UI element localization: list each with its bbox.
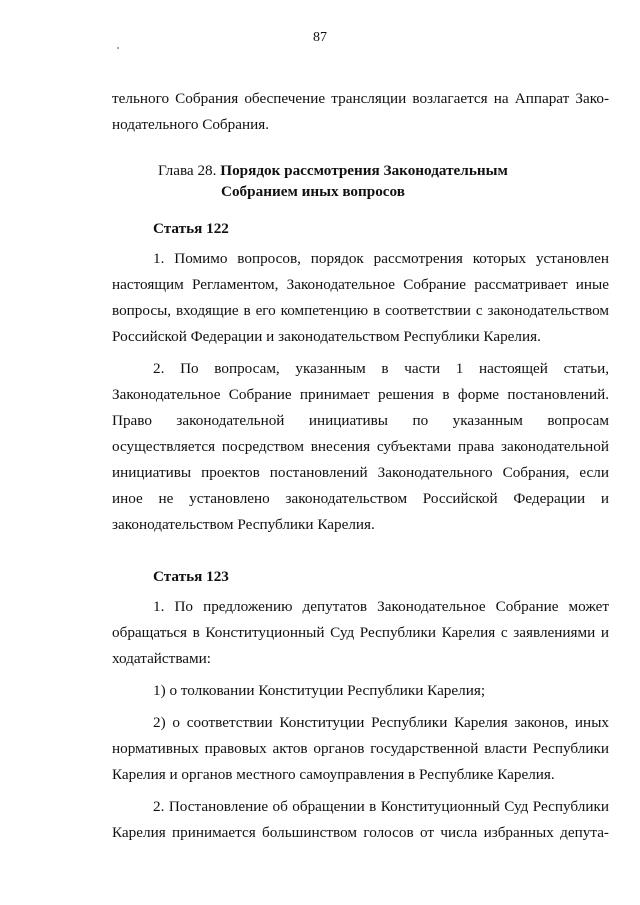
article-123-part-2: 2. Постановление об обращении в Конституционный Суд Республики Карелия принимается большинством голосов от числа избранных депута- — [112, 798, 609, 841]
intro-paragraph — [112, 86, 609, 138]
chapter-heading — [158, 160, 609, 202]
article-123-part-1: 1. По предложению депутатов Законодательное Собрание может обращаться в Конституционный Суд Республики Карелия с заявлениями и ходатайствами: — [112, 598, 609, 667]
scan-speck — [117, 47, 119, 49]
article-123-item-1: 1) о толковании Конституции Республики Карелия; — [153, 682, 486, 699]
chapter-title-line-1: Порядок рассмотрения Законодательным — [220, 162, 508, 179]
article-122-heading: Статья 122 — [153, 220, 229, 237]
chapter-title-line-2: Собранием иных вопросов — [221, 183, 405, 200]
document-body — [112, 86, 609, 846]
article-122-part-1: 1. Помимо вопросов, порядок рассмотрения которых установлен настоящим Регламентом, Законодательное Собрание рассматривает иные вопросы, входящие в его компетенцию в соответствии с законодательством Российской Федерации и законодательством Республики Карелия. — [112, 250, 609, 345]
page-number: 87 — [313, 30, 327, 45]
article-122-part-2: 2. По вопросам, указанным в части 1 настоящей статьи, Законодательное Собрание принимает решения в форме постановлений. Право законодательной инициативы по указанным вопросам осуществляется посредством внесения субъектами права законодательной инициативы проектов постановлений Законодательного Собрания, если иное не установлено законодательством Российской Федерации и законодательством Республики Карелия. — [112, 360, 609, 533]
chapter-label: Глава 28. — [158, 162, 217, 179]
article-123-item-2: 2) о соответствии Конституции Республики Карелия законов, иных нормативных правовых актов органов государственной власти Республики Карелия и органов местного самоуправления в Республике Карелия. — [112, 714, 609, 783]
intro-line-1: тельного Собрания обеспечение трансляции возлагается на Аппарат Зако- — [112, 90, 609, 107]
article-123-heading: Статья 123 — [153, 568, 229, 585]
intro-line-2: нодательного Собрания. — [112, 116, 270, 133]
